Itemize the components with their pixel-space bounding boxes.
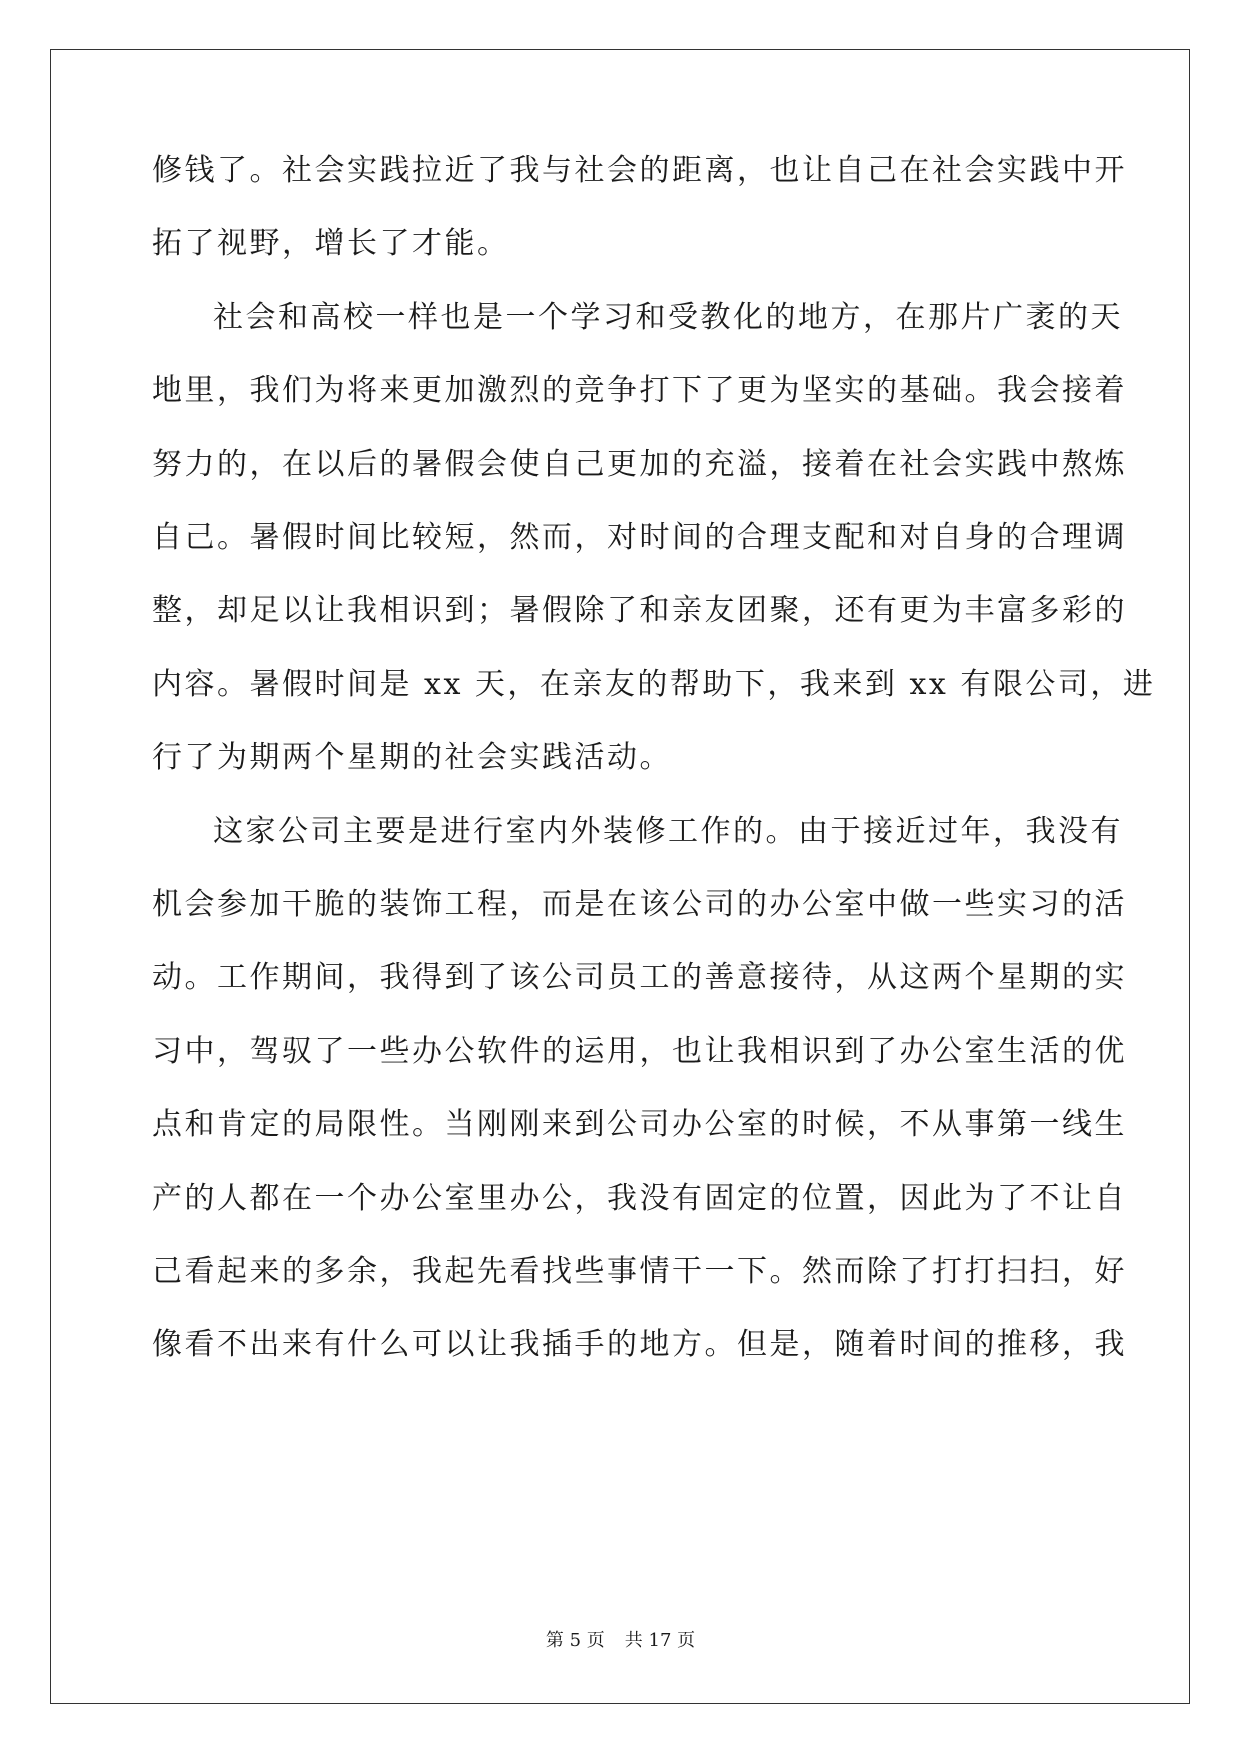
page-total: 共 17 页	[624, 1630, 696, 1651]
text-line: 拓了视野，增长了才能。	[152, 226, 510, 262]
text-line: 内容。暑假时间是 xx 天，在亲友的帮助下，我来到 xx 有限公司，进	[152, 666, 1156, 702]
text-line: 整，却足以让我相识到；暑假除了和亲友团聚，还有更为丰富多彩的	[152, 593, 1127, 629]
text-line: 努力的，在以后的暑假会使自己更加的充溢，接着在社会实践中熬炼	[152, 446, 1127, 482]
text-line: 行了为期两个星期的社会实践活动。	[152, 740, 672, 776]
text-line: 修钱了。社会实践拉近了我与社会的距离，也让自己在社会实践中开	[152, 153, 1127, 188]
text-line: 自己。暑假时间比较短，然而，对时间的合理支配和对自身的合理调	[152, 520, 1127, 555]
text-line: 地里，我们为将来更加激烈的竞争打下了更为坚实的基础。我会接着	[152, 373, 1127, 409]
text-line: 己看起来的多余，我起先看找些事情干一下。然而除了打打扫扫，好	[152, 1254, 1127, 1289]
page-number: 第 5 页	[545, 1630, 605, 1651]
text-line: 产的人都在一个办公室里办公，我没有固定的位置，因此为了不让自	[152, 1180, 1127, 1216]
text-line: 机会参加干脆的装饰工程，而是在该公司的办公室中做一些实习的活	[152, 887, 1127, 922]
page-footer	[0, 1629, 1241, 1653]
text-line: 动。工作期间，我得到了该公司员工的善意接待，从这两个星期的实	[152, 960, 1127, 996]
text-line: 习中，驾驭了一些办公软件的运用，也让我相识到了办公室生活的优	[152, 1033, 1127, 1069]
text-line: 像看不出来有什么可以让我插手的地方。但是，随着时间的推移，我	[152, 1327, 1127, 1363]
text-line: 社会和高校一样也是一个学习和受教化的地方，在那片广袤的天	[213, 299, 1123, 335]
text-line: 点和肯定的局限性。当刚刚来到公司办公室的时候，不从事第一线生	[152, 1107, 1127, 1143]
text-line: 这家公司主要是进行室内外装修工作的。由于接近过年，我没有	[213, 813, 1123, 849]
